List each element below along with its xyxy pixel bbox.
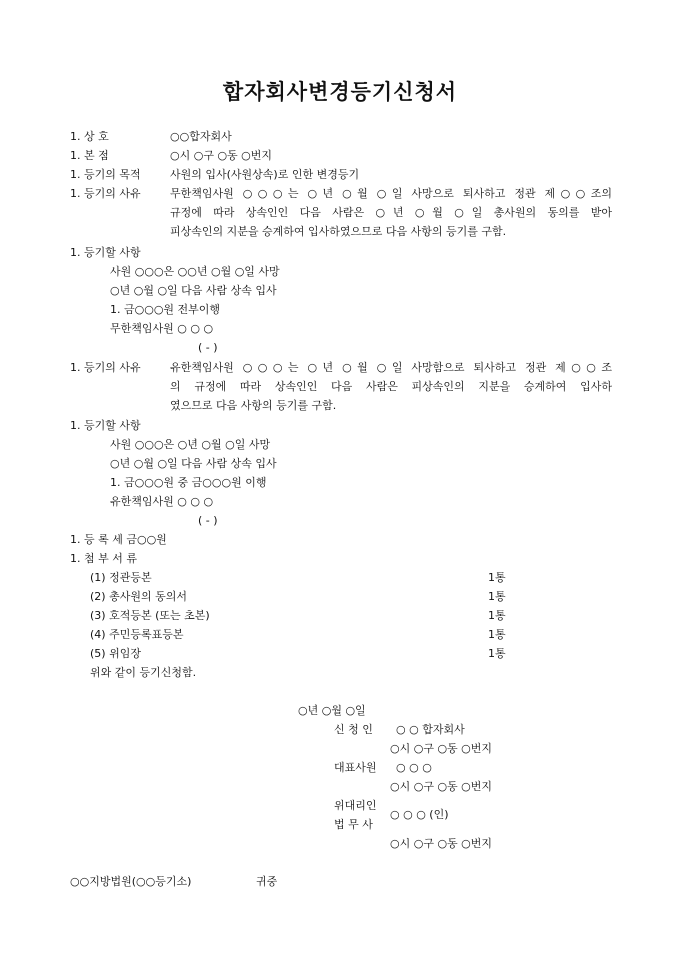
- reason-1-line-1: 무한책임사원 ○○○는 ○년 ○월 ○일 사망으로 퇴사하고 정관 제○○조의: [170, 187, 612, 200]
- agent-name: ○ ○ ○ (인): [390, 808, 449, 821]
- attachment-name-1: (1) 정관등본: [90, 571, 152, 584]
- representative-name: ○ ○ ○: [396, 761, 432, 774]
- document-title: 합자회사변경등기신청서: [222, 79, 458, 104]
- matters-2-line-1: 사원 ○○○은 ○년 ○월 ○일 사망: [110, 438, 271, 451]
- heading-attachments: 1. 첨 부 서 류: [70, 552, 137, 565]
- court-name: ○○지방법원(○○등기소): [70, 875, 192, 888]
- registration-tax: 1. 등 록 세 금○○원: [70, 533, 167, 546]
- agent-address: ○시 ○구 ○동 ○번지: [390, 837, 493, 850]
- reason-2-line-3: 였으므로 다음 사항의 등기를 구함.: [170, 399, 337, 412]
- agent-label-2: 법 무 사: [334, 818, 373, 831]
- value-purpose: 사원의 입사(사원상속)로 인한 변경등기: [170, 168, 360, 181]
- agent-label-1: 위대리인: [334, 799, 377, 812]
- attachment-count-3: 1통: [488, 609, 506, 622]
- value-head-office: ○시 ○구 ○동 ○번지: [170, 149, 273, 162]
- attachment-name-3: (3) 호적등본 (또는 초본): [90, 609, 210, 622]
- matters-1-line-1: 사원 ○○○은 ○○년 ○월 ○일 사망: [110, 265, 280, 278]
- matters-1-line-4: 무한책임사원 ○ ○ ○: [110, 322, 214, 335]
- heading-matters-2: 1. 등기할 사항: [70, 419, 141, 432]
- attachment-count-1: 1통: [488, 571, 506, 584]
- closing-statement: 위와 같이 등기신청함.: [90, 666, 197, 679]
- representative-label: 대표사원: [334, 761, 377, 774]
- matters-2-line-3: 1. 금○○○원 중 금○○○원 이행: [110, 476, 267, 489]
- matters-1-line-5: ( - ): [198, 341, 218, 354]
- value-trade-name: ○○합자회사: [170, 130, 232, 143]
- reason-2-line-2: 의 규정에 따라 상속인인 다음 사람은 피상속인의 지분을 승계하여 입사하: [170, 380, 612, 393]
- reason-2-line-1: 유한책임사원 ○○○는 ○년 ○월 ○일 사망함으로 퇴사하고 정관 제○○조: [170, 361, 612, 374]
- heading-matters-1: 1. 등기할 사항: [70, 246, 141, 259]
- matters-2-line-2: ○년 ○월 ○일 다음 사람 상속 입사: [110, 457, 277, 470]
- applicant-address: ○시 ○구 ○동 ○번지: [390, 742, 493, 755]
- attachment-name-2: (2) 총사원의 동의서: [90, 590, 187, 603]
- attachment-name-4: (4) 주민등록표등본: [90, 628, 184, 641]
- matters-1-line-3: 1. 금○○○원 전부이행: [110, 303, 221, 316]
- label-reason-1: 1. 등기의 사유: [70, 187, 141, 200]
- matters-1-line-2: ○년 ○월 ○일 다음 사람 상속 입사: [110, 284, 277, 297]
- applicant-name: ○ ○ 합자회사: [396, 723, 465, 736]
- application-date: ○년 ○월 ○일: [298, 704, 366, 717]
- representative-address: ○시 ○구 ○동 ○번지: [390, 780, 493, 793]
- applicant-label: 신 청 인: [334, 723, 373, 736]
- label-trade-name: 1. 상 호: [70, 130, 109, 143]
- attachment-count-2: 1통: [488, 590, 506, 603]
- attachment-name-5: (5) 위임장: [90, 647, 141, 660]
- label-head-office: 1. 본 점: [70, 149, 109, 162]
- addressee: 귀중: [256, 875, 278, 888]
- reason-1-line-2: 규정에 따라 상속인인 다음 사람은 ○년 ○월 ○일 총사원의 동의를 받아: [170, 206, 612, 219]
- attachment-count-4: 1통: [488, 628, 506, 641]
- label-purpose: 1. 등기의 목적: [70, 168, 141, 181]
- matters-2-line-5: ( - ): [198, 514, 218, 527]
- label-reason-2: 1. 등기의 사유: [70, 361, 141, 374]
- matters-2-line-4: 유한책임사원 ○ ○ ○: [110, 495, 214, 508]
- reason-1-line-3: 피상속인의 지분을 승계하여 입사하였으므로 다음 사항의 등기를 구함.: [170, 225, 507, 238]
- attachment-count-5: 1통: [488, 647, 506, 660]
